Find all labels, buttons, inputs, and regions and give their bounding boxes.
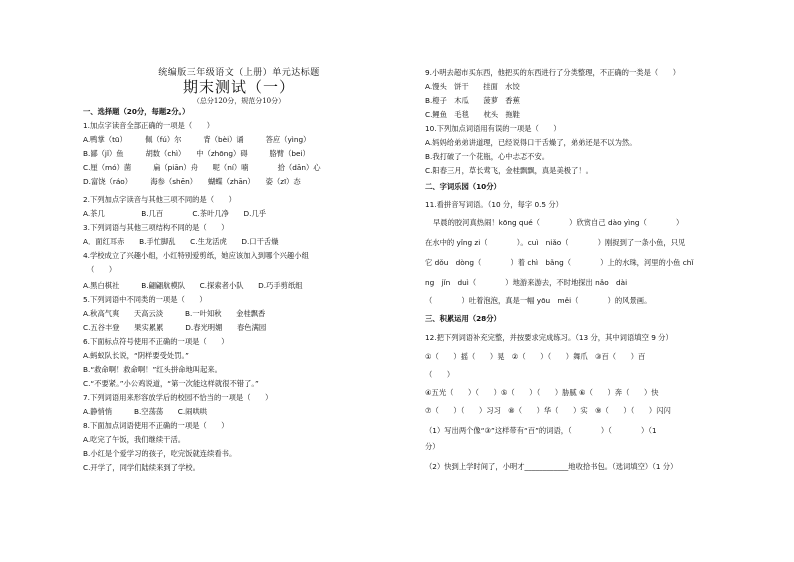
q1-option-a: A.鸭掌（tū） 佩（fú）尔 背（bèi）诵 答应（yìng） <box>83 135 311 144</box>
question-2: 2.下列加点字读音与其他三项不同的是（ ） <box>83 195 236 204</box>
q7-options: A.静悄悄 B.空荡荡 C.闹哄哄 <box>83 407 208 416</box>
q5-options-ab: A.秋高气爽 天高云淡 B.一叶知秋 金桂飘香 <box>83 309 266 318</box>
question-7: 7.下列词语用来形容放学后的校园不恰当的一项是（ ） <box>83 393 273 402</box>
q8-option-c: C.开学了，同学们陆续来到了学校。 <box>83 463 200 472</box>
question-9: 9.小明去超市买东西，他把买的东西进行了分类整理，不正确的一类是（ ） <box>425 68 681 77</box>
q4-options: A.黑白棋社 B.翩翩航模队 C.探索者小队 D.巧手剪纸组 <box>83 281 303 290</box>
q11-passage-line-5: （ ）吐着泡泡，真是一幅 yōu měi（ ）的风景画。 <box>425 296 652 305</box>
q12-row-1-cont: （ ） <box>425 370 455 379</box>
question-6: 6.下面标点符号使用不正确的一项是（ ） <box>83 337 229 346</box>
q1-option-d: D.富饶（ráo） 海参（shēn） 蝴蝶（zhān） 姿（zī）态 <box>83 177 301 186</box>
q1-option-c: C.厘（mó）菌 扁（piān）舟 呢（ní）喃 拾（dān）心 <box>83 163 321 172</box>
q12-sub-1-cont: 分） <box>425 442 440 451</box>
question-11: 11.看拼音写词语。（10 分，每字 0.5 分） <box>425 200 563 209</box>
q11-passage-line-4: ng jǐn duì（ ）地游来游去，不时地探出 nǎo dài <box>425 278 628 287</box>
question-8: 8.下面加点词语使用不正确的一项是（ ） <box>83 421 229 430</box>
question-1: 1.加点字读音全部正确的一项是（ ） <box>83 121 215 130</box>
q11-passage-line-3: 它 dǒu dòng（ ）着 chì bǎng（ ）上的水珠，河里的小鱼 chǐ <box>425 258 694 267</box>
q2-options: A.茶几 B.几百 C.茶叶几净 D.几乎 <box>83 209 267 218</box>
question-4: 4.学校成立了兴趣小组，小红特别爱剪纸，她应该加入到哪个兴趣小组 <box>83 251 309 260</box>
question-5: 5.下列词语中不同类的一项是（ ） <box>83 295 207 304</box>
q1-option-b: B.鄙（jǐ）鱼 胡数（chì） 中（zhōng）碍 胳臂（bei） <box>83 149 310 158</box>
exam-title: 期末测试（一） <box>182 78 295 96</box>
q12-row-2: ④五光（ ）（ ）⑤（ ）（ ）胁腻 ⑥（ ）奔（ ）快 <box>425 388 659 397</box>
section-heading-words: 二、字词乐园（10分） <box>425 182 501 191</box>
q11-passage-line-1: 早晨的胶河真热闹！kōng qué（ ）欣赏自己 dào yìng（ ） <box>433 218 684 227</box>
q6-option-b: B.“救命啊！救命啊！”红头拼命地叫起来。 <box>83 365 222 374</box>
q10-option-b: B.我打破了一个花瓶，心中忐忑不安。 <box>425 152 550 161</box>
question-12: 12.把下列词语补充完整，并按要求完成练习。（13 分，其中词语填空 9 分） <box>425 333 673 342</box>
q12-row-1: ①（ ）摇（ ）晃 ②（ ）（ ）舞爪 ③百（ ）百 <box>425 352 646 361</box>
exam-series-title: 统编版三年级语文（上册）单元达标题 <box>158 68 320 78</box>
q11-passage-line-2: 在水中的 yǐng zi（ ）。cuì niǎo（ ）刚捉到了一条小鱼，只见 <box>425 238 686 247</box>
q10-option-c: C.阳春三月，草长莺飞，金桂飘飘，真是美极了！。 <box>425 166 593 175</box>
q6-option-c: C.“不要紧。”小公鸡说道，“第一次能这样就很不错了。” <box>83 379 259 388</box>
q3-options: A．面红耳赤 B.手忙脚乱 C.生龙活虎 D.口干舌燥 <box>83 237 279 246</box>
exam-score-note: （总分120分，规范分10分） <box>192 97 286 105</box>
q8-option-a: A.吃完了午饭，我们继续干活。 <box>83 435 186 444</box>
q9-option-c: C.鲤鱼 毛毯 枕头 拖鞋 <box>425 110 520 119</box>
q12-sub-2: （2）快到上学时间了，小明才____________地收拾书包。（选词填空）（1 分） <box>425 462 678 471</box>
question-10: 10.下列加点词语用有误的一项是（ ） <box>425 124 561 133</box>
section-heading-accumulation: 三、积累运用（28分） <box>425 314 501 323</box>
q9-option-b: B.橙子 木瓜 菠萝 香蕉 <box>425 96 520 105</box>
q4-answer-blank: （ ） <box>87 265 117 274</box>
q12-sub-1: （1）写出两个像“③”这样带有“百”的词语，（ ）（ ）（1 <box>425 426 657 435</box>
section-heading-choice: 一、选择题（20分，每题2分。） <box>83 107 190 116</box>
q5-options-cd: C.五谷丰登 果实累累 D.春光明媚 春色满园 <box>83 323 267 332</box>
q12-row-3: ⑦（ ）（ ）习习 ⑧（ ）华（ ）实 ⑨（ ）（ ）闪闪 <box>425 406 671 415</box>
q8-option-b: B.小红是个爱学习的孩子，吃完饭就连续看书。 <box>83 449 237 458</box>
question-3: 3.下列词语与其他三项结构不同的是（ ） <box>83 223 229 232</box>
q10-option-a: A.妈妈给弟弟讲道理，已经说得口干舌燥了，弟弟还是不以为然。 <box>425 138 637 147</box>
q9-option-a: A.馒头 饼干 挂面 水饺 <box>425 82 520 91</box>
q6-option-a: A.蚂蚁队长说，“阴样要受处罚。” <box>83 351 189 360</box>
